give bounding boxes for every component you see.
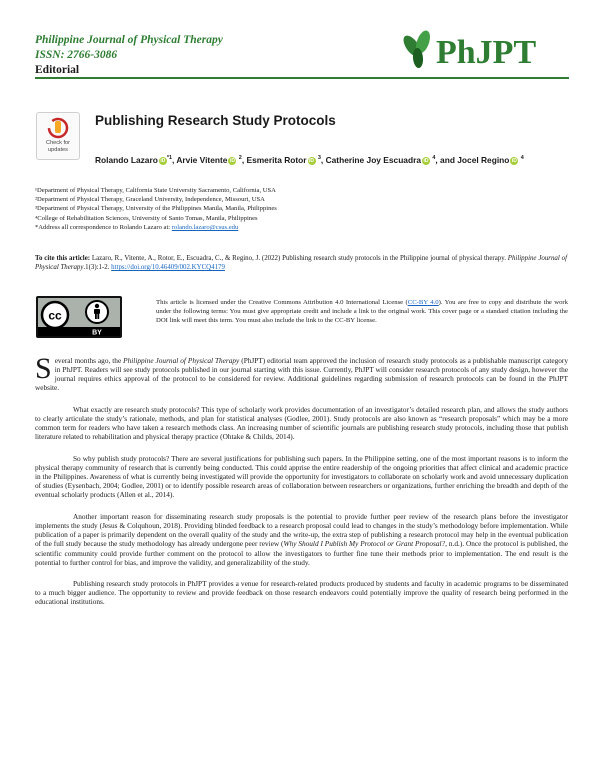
badge-line-1: Check for — [46, 140, 70, 146]
orcid-icon[interactable]: iD — [511, 158, 517, 164]
by-label: BY — [92, 329, 102, 337]
affiliation-line: ¹Department of Physical Therapy, California State University Sacramento, California, USA — [35, 187, 276, 194]
author-name: Rolando Lazaro — [95, 155, 158, 165]
affiliations — [35, 186, 277, 232]
paragraph: Publishing research study protocols in PhJPT provides a venue for research-related products produced by students and faculty in academic programs to be disseminated to a much bigger audience. The opportunity to review and provide feedback on those research endeavors could potentially improve the quality of research being performed in the educational institutions. — [35, 579, 568, 607]
orcid-icon[interactable]: iD — [160, 158, 166, 164]
drop-cap: S — [35, 352, 52, 385]
affiliation-line: ³Department of Physical Therapy, University of the Philippines Manila, Manila, Philippines — [35, 205, 277, 213]
cc-by-license-badge[interactable] — [36, 296, 122, 338]
badge-line-2: updates — [48, 146, 68, 153]
author-separator: , — [172, 155, 175, 165]
author-affil: *1 — [166, 155, 173, 162]
article-body — [35, 352, 568, 619]
citation-block — [35, 254, 567, 272]
citation-volume: .1(3):1-2. — [83, 264, 112, 272]
author-separator: , and — [435, 155, 455, 165]
journal-header — [35, 33, 223, 78]
affiliation-line: ⁴College of Rehabilitation Sciences, University of Santo Tomas, Manila, Philippines — [35, 214, 258, 222]
leaf-icon — [400, 30, 433, 68]
author-list — [95, 155, 524, 165]
cc-icon-label: cc — [48, 308, 62, 323]
license-text-after: ). You are free to copy and distribute the work under the following terms: You must give appropriate credit and include a link to the original work. This cover page or a standard citation including the DOI link will meet this term. You must also include the link to the CC-BY license. — [156, 299, 568, 325]
author-name: Esmerita Rotor — [246, 155, 307, 165]
author-separator: , — [241, 155, 245, 165]
cited-title: Why Should I Publish My Protocol or Grant Proposal? — [283, 539, 446, 549]
author-name: Jocel Regino — [457, 155, 510, 165]
crossmark-icon — [47, 117, 69, 139]
attribution-person-icon — [86, 301, 108, 323]
journal-name: Philippine Journal of Physical Therapy — [35, 34, 223, 46]
paragraph: What exactly are research study protocols? This type of scholarly work provides documentation of an investigator’s detailed research plan, and allows the study authors to clearly articulate the study’s rationale, methods, and plan for statistical analyses (Godlee, 2001). Study protocols are also known as “research proposals” which may be a more common term for readers who have taken a research methods class. An increasing number of scientific journals are publishing research study protocols, including those that publish literature related to rehabilitation and physical therapy practice (Ohtake & Childs, 2014). — [35, 404, 568, 442]
cc-icon — [42, 302, 68, 328]
author-name: Catherine Joy Escuadra — [325, 155, 421, 165]
phjpt-logo — [398, 30, 568, 72]
journal-name-inline: Philippine Journal of Physical Therapy — [123, 356, 240, 365]
paragraph — [35, 512, 568, 567]
license-text — [156, 298, 568, 326]
correspondence-label: *Address all correspondence to Rolando Lazaro at: — [35, 223, 172, 231]
citation-label: To cite this article: — [35, 255, 91, 262]
article-section: Editorial — [35, 64, 80, 76]
author-name: Arvie Vitente — [176, 155, 228, 165]
paragraph-text: everal months ago, the — [54, 356, 124, 365]
orcid-icon[interactable]: iD — [309, 158, 315, 164]
article-title: Publishing Research Study Protocols — [95, 113, 336, 128]
doi-link[interactable]: https://doi.org/10.46409/002.KYCQ4179 — [111, 264, 225, 272]
affiliation-line: ²Department of Physical Therapy, Graceland University, Independence, Missouri, USA — [35, 196, 265, 204]
citation-journal: Philippine Journal of Physical Therapy — [35, 255, 567, 272]
citation-text: Lazaro, R., Vitente, A., Rotor, E., Escuadra, C., & Regino, J. (2022) Publishing research study protocols in the Philippine journal of physical therapy. — [90, 255, 508, 262]
correspondence-line — [35, 223, 277, 232]
author-affil: 4 — [432, 155, 436, 162]
orcid-icon[interactable]: iD — [423, 158, 429, 164]
license-text-before: This article is licensed under the Creative Commons Attribution 4.0 International License ( — [156, 299, 408, 306]
paragraph — [35, 352, 568, 393]
author-affil: 3 — [317, 155, 321, 162]
orcid-icon[interactable]: iD — [229, 158, 235, 164]
author-affil: 4 — [520, 155, 524, 162]
author-affil: 2 — [238, 155, 242, 162]
check-for-updates-badge[interactable] — [36, 112, 80, 160]
paragraph: So why publish study protocols? There are several justifications for publishing such papers. In the Philippine setting, one of the most important reasons is to inform the physical therapy community of research that is currently being conducted. This could apprise the entire readership of the ongoing priorities that affect clinical and academic practice in the Philippines. Awareness of what is currently being investigated will provide the opportunity for investigators to collaborate on scholarly work and avoid unnecessary duplication of studies (Eysenbach, 2004; Godlee, 2001) or to identify possible research areas of collaboration between researchers or organizations, further enriching the breadth and depth of the eventual scholarly products (Allen et al., 2014). — [35, 453, 568, 500]
author-separator: , — [320, 155, 324, 165]
cc-by-link[interactable]: CC-BY 4.0 — [407, 299, 439, 306]
paragraph-text: Another important reason for disseminating research study proposals is the potential to provide further peer review of the research plans before the investigator implements the study (Jesus & Colquhoun, 2018). Providing blinded feedback to a research proposal could lead to changes in the study’s methodology before implementation. While publication of a paper is primarily dependent on the overall quality of the study and the write-up, the extra step of publishing a research protocol may help in the eventual publication of the full study because the study methodology has already undergone peer review ( — [35, 511, 568, 549]
paragraph-text: , n.d.). Once the protocol is published, the scientific community could provide further comment on the protocol to allow the investigators to further fine tune their methods prior to implementation. The end result is the potential to further control for bias, and improve the validity, and generalizability of the study. — [35, 539, 568, 567]
correspondence-email[interactable]: rolando.lazaro@csus.edu — [171, 223, 239, 231]
journal-issn: ISSN: 2766-3086 — [35, 49, 118, 61]
header-rule — [35, 77, 569, 79]
logo-text: PhJPT — [436, 34, 537, 71]
paragraph-text: (PhJPT) editorial team approved the inclusion of research study protocols as a publishable manuscript category in PhJPT. Readers will see study protocols published in our journal starting with this issue. Currently, PhJPT will consider research protocols of any study design, however the journal requires ethics approval of the protocol to be considered for review. Additional guidelines regarding submission of research protocols can be found in the PhJPT website. — [35, 356, 568, 393]
